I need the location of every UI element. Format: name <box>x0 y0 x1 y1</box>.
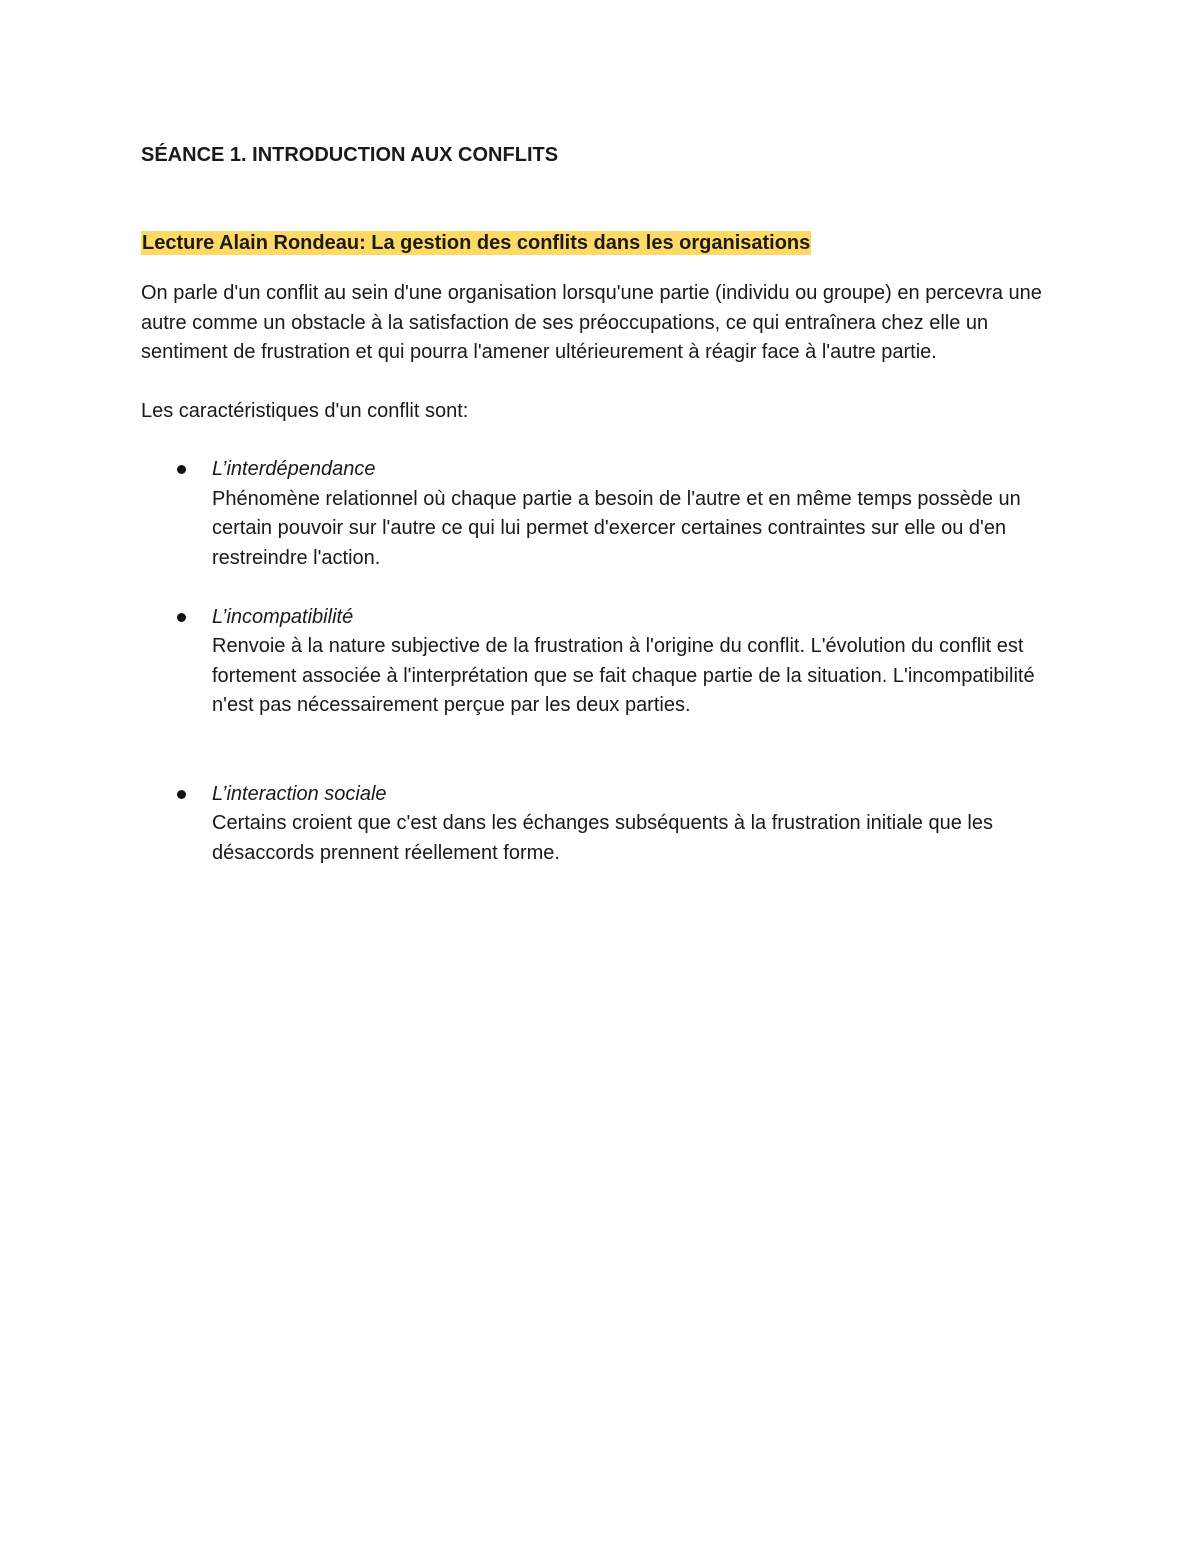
list-item-title: L’interdépendance <box>212 458 376 480</box>
list-item <box>141 780 1071 869</box>
list-item <box>141 603 1071 721</box>
list-item-title: L’interaction sociale <box>212 782 387 805</box>
subtitle-row <box>141 226 1071 262</box>
bullet-icon <box>177 465 186 474</box>
list-item <box>141 455 1071 573</box>
list-item-title: L’incompatibilité <box>212 605 354 628</box>
list-item-body: Renvoie à la nature subjective de la frustration à l'origine du conflit. L'évolution du conflit est fortement associée à l'interprétation que se fait chaque partie de la situation. L'incompatibilité n'est pas nécessairement perçue par les deux parties. <box>212 635 1035 716</box>
highlighted-subtitle: Lecture Alain Rondeau: La gestion des conflits dans les organisations <box>142 232 811 254</box>
intro-paragraph: On parle d'un conflit au sein d'une organisation lorsqu'une partie (individu ou groupe) en percevra une autre comme un obstacle à la satisfaction de ses préoccupations, ce qui entraînera chez elle un sentiment de frustration et qui pourra l'amener ultérieurement à réagir face à l'autre partie. <box>141 282 1042 363</box>
list-item-body: Certains croient que c'est dans les échanges subséquents à la frustration initiale que les désaccords prennent réellement forme. <box>212 812 993 864</box>
characteristics-list <box>141 455 1071 868</box>
bullet-icon <box>177 790 186 799</box>
characteristics-intro: Les caractéristiques d'un conflit sont: <box>141 399 469 422</box>
list-item-body: Phénomène relationnel où chaque partie a besoin de l'autre et en même temps possède un certain pouvoir sur l'autre ce qui lui permet d'exercer certaines contraintes sur elle ou d'en restreindre l'action. <box>212 487 1021 569</box>
page-title: SÉANCE 1. INTRODUCTION AUX CONFLITS <box>141 144 559 166</box>
document-content <box>141 138 1071 868</box>
bullet-icon <box>177 613 186 622</box>
